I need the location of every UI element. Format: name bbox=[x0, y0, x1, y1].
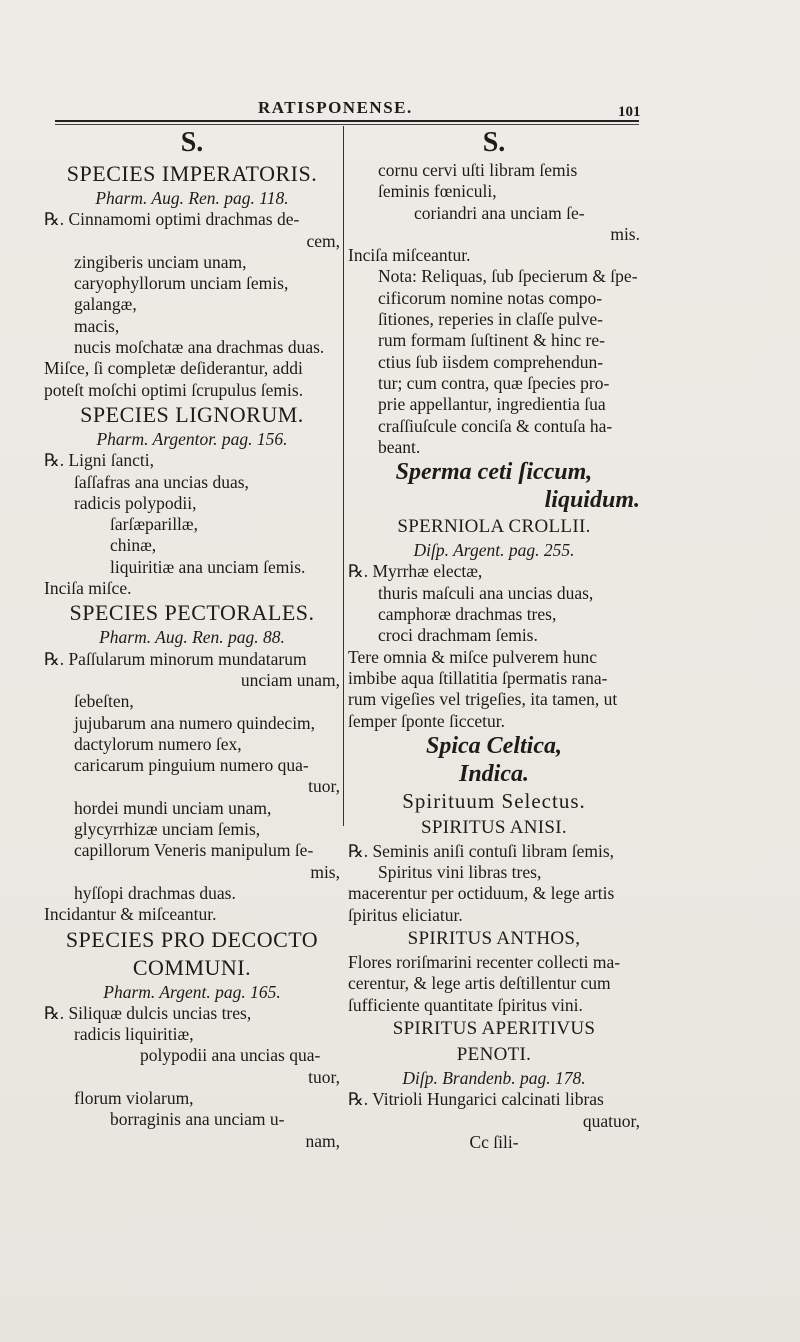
right-line: ℞. Myrrhæ electæ, bbox=[348, 561, 483, 582]
right-line: Spirituum Selectus. bbox=[402, 788, 586, 813]
right-line: rum formam ſuſtinent & hinc re- bbox=[378, 330, 605, 351]
left-line: radicis liquiritiæ, bbox=[74, 1024, 194, 1045]
right-line: Diſp. Brandenb. pag. 178. bbox=[402, 1067, 586, 1088]
right-line: beant. bbox=[378, 436, 421, 457]
right-line: cornu cervi uſti libram ſemis bbox=[378, 160, 578, 180]
left-line: nam, bbox=[305, 1130, 340, 1151]
header-rule-thin bbox=[55, 124, 639, 125]
right-line: craſſiuſcule conciſa & contuſa ha- bbox=[378, 415, 613, 436]
right-line: croci drachmam ſemis. bbox=[378, 625, 538, 646]
left-line: radicis polypodii, bbox=[74, 492, 197, 513]
left-line: ℞. Ligni ſancti, bbox=[44, 450, 154, 471]
right-line: SPERNIOLA CROLLII. bbox=[397, 516, 591, 538]
right-line: ſufficiente quantitate ſpiritus vini. bbox=[348, 994, 583, 1015]
right-line: Spica Celtica, bbox=[426, 732, 562, 759]
left-line: poteſt moſchi optimi ſcrupulus ſemis. bbox=[44, 379, 304, 400]
left-line: SPECIES IMPERATORIS. bbox=[66, 161, 318, 186]
right-line: quatuor, bbox=[582, 1110, 640, 1131]
right-line: ſpiritus eliciatur. bbox=[348, 904, 463, 925]
left-line: COMMUNI. bbox=[132, 954, 252, 980]
right-line: tur; cum contra, quæ ſpecies pro- bbox=[378, 372, 610, 393]
right-column bbox=[348, 126, 640, 1153]
left-line: Inciſa miſce. bbox=[44, 578, 132, 599]
left-line: florum violarum, bbox=[74, 1087, 194, 1108]
right-line: cerentur, & lege artis deſtillentur cum bbox=[348, 973, 611, 994]
left-line: Incidantur & miſceantur. bbox=[44, 904, 217, 925]
left-line: ſebeſten, bbox=[74, 691, 134, 712]
right-line: PENOTI. bbox=[456, 1043, 532, 1065]
left-line: dactylorum numero ſex, bbox=[74, 733, 242, 754]
right-line: cificorum nomine notas compo- bbox=[378, 287, 603, 308]
left-line: borraginis ana unciam u- bbox=[110, 1109, 285, 1130]
header-rule bbox=[55, 120, 639, 122]
right-line: SPIRITUS ANISI. bbox=[421, 816, 567, 838]
right-line: ℞. Seminis aniſi contuſi libram ſemis, bbox=[348, 840, 615, 861]
right-line: SPIRITUS APERITIVUS bbox=[392, 1017, 596, 1039]
left-line: capillorum Veneris manipulum ſe- bbox=[74, 840, 314, 861]
right-line: liquidum. bbox=[544, 487, 640, 514]
left-line: ℞. Paſſularum minorum mundatarum bbox=[44, 648, 307, 669]
left-line: zingiberis unciam unam, bbox=[74, 251, 247, 272]
left-line: tuor, bbox=[308, 776, 340, 797]
right-line: thuris maſculi ana uncias duas, bbox=[378, 582, 594, 603]
right-line: coriandri ana unciam ſe- bbox=[414, 202, 585, 223]
right-line: SPIRITUS ANTHOS, bbox=[407, 928, 581, 950]
right-line: rum vigeſies vel trigeſies, ita tamen, ut bbox=[348, 689, 618, 710]
right-line: Tere omnia & miſce pulverem hunc bbox=[348, 646, 598, 667]
left-line: hyſſopi drachmas duas. bbox=[74, 882, 236, 903]
left-column bbox=[44, 126, 340, 1152]
left-line: liquiritiæ ana unciam ſemis. bbox=[110, 556, 306, 577]
right-line: Flores roriſmarini recenter collecti ma- bbox=[348, 952, 621, 973]
left-line: galangæ, bbox=[74, 294, 137, 315]
left-line: SPECIES PRO DECOCTO bbox=[65, 926, 319, 952]
running-head: RATISPONENSE. bbox=[258, 98, 413, 117]
right-line: Inciſa miſceantur. bbox=[348, 245, 471, 266]
right-line: Diſp. Argent. pag. 255. bbox=[413, 540, 575, 561]
left-line: caricarum pinguium numero qua- bbox=[74, 755, 309, 776]
left-line: tuor, bbox=[308, 1066, 340, 1087]
left-line: unciam unam, bbox=[240, 669, 340, 690]
left-line: mis, bbox=[310, 861, 340, 882]
left-line: Pharm. Argent. pag. 165. bbox=[103, 981, 281, 1002]
left-line: Pharm. Aug. Ren. pag. 88. bbox=[99, 627, 285, 648]
left-line: chinæ, bbox=[110, 535, 157, 556]
left-line: caryophyllorum unciam ſemis, bbox=[74, 273, 289, 294]
left-line: ſaſſafras ana uncias duas, bbox=[74, 471, 249, 492]
left-line: jujubarum ana numero quindecim, bbox=[74, 712, 316, 733]
left-line: Miſce, ſi completæ deſiderantur, addi bbox=[44, 358, 303, 379]
left-line: macis, bbox=[74, 315, 120, 336]
left-line: SPECIES PECTORALES. bbox=[69, 600, 315, 626]
left-line: hordei mundi unciam unam, bbox=[74, 797, 272, 818]
right-line: ſeminis fœniculi, bbox=[378, 181, 497, 202]
right-line: Nota: Reliquas, ſub ſpecierum & ſpe- bbox=[378, 266, 638, 287]
right-line: ſemper ſponte ſiccetur. bbox=[348, 710, 505, 731]
right-line: ℞. Vitrioli Hungarici calcinati libras bbox=[348, 1089, 604, 1110]
right-line: macerentur per octiduum, & lege artis bbox=[348, 883, 615, 904]
left-line: cem, bbox=[306, 230, 340, 251]
right-line: Cc ſili- bbox=[469, 1131, 519, 1152]
right-line: imbibe aqua ſtillatitia ſpermatis rana- bbox=[348, 667, 608, 688]
left-line: polypodii ana uncias qua- bbox=[140, 1045, 321, 1066]
right-line: Indica. bbox=[458, 760, 529, 787]
left-line: Pharm. Argentor. pag. 156. bbox=[96, 428, 288, 449]
left-line: Pharm. Aug. Ren. pag. 118. bbox=[95, 188, 289, 208]
left-line: S. bbox=[180, 127, 204, 158]
left-line: SPECIES LIGNORUM. bbox=[80, 401, 304, 427]
right-line: camphoræ drachmas tres, bbox=[378, 604, 557, 625]
left-line: nucis moſchatæ ana drachmas duas. bbox=[74, 337, 325, 358]
right-line: prie appellantur, ingredientia ſua bbox=[378, 394, 606, 415]
left-line: ſarſæparillæ, bbox=[110, 514, 198, 535]
page-number: 101 bbox=[618, 104, 641, 120]
right-line: S. bbox=[482, 127, 506, 158]
left-line: ℞. Cinnamomi optimi drachmas de- bbox=[44, 209, 300, 230]
left-line: ℞. Siliquæ dulcis uncias tres, bbox=[44, 1002, 252, 1023]
right-line: Sperma ceti ſiccum, bbox=[395, 459, 593, 486]
right-line: ſitiones, reperies in claſſe pulve- bbox=[378, 309, 603, 330]
column-divider bbox=[343, 126, 344, 826]
right-line: ctius ſub iisdem comprehendun- bbox=[378, 351, 604, 372]
left-line: glycyrrhizæ unciam ſemis, bbox=[74, 819, 261, 840]
right-line: mis. bbox=[610, 223, 640, 244]
right-line: Spiritus vini libras tres, bbox=[378, 862, 542, 883]
